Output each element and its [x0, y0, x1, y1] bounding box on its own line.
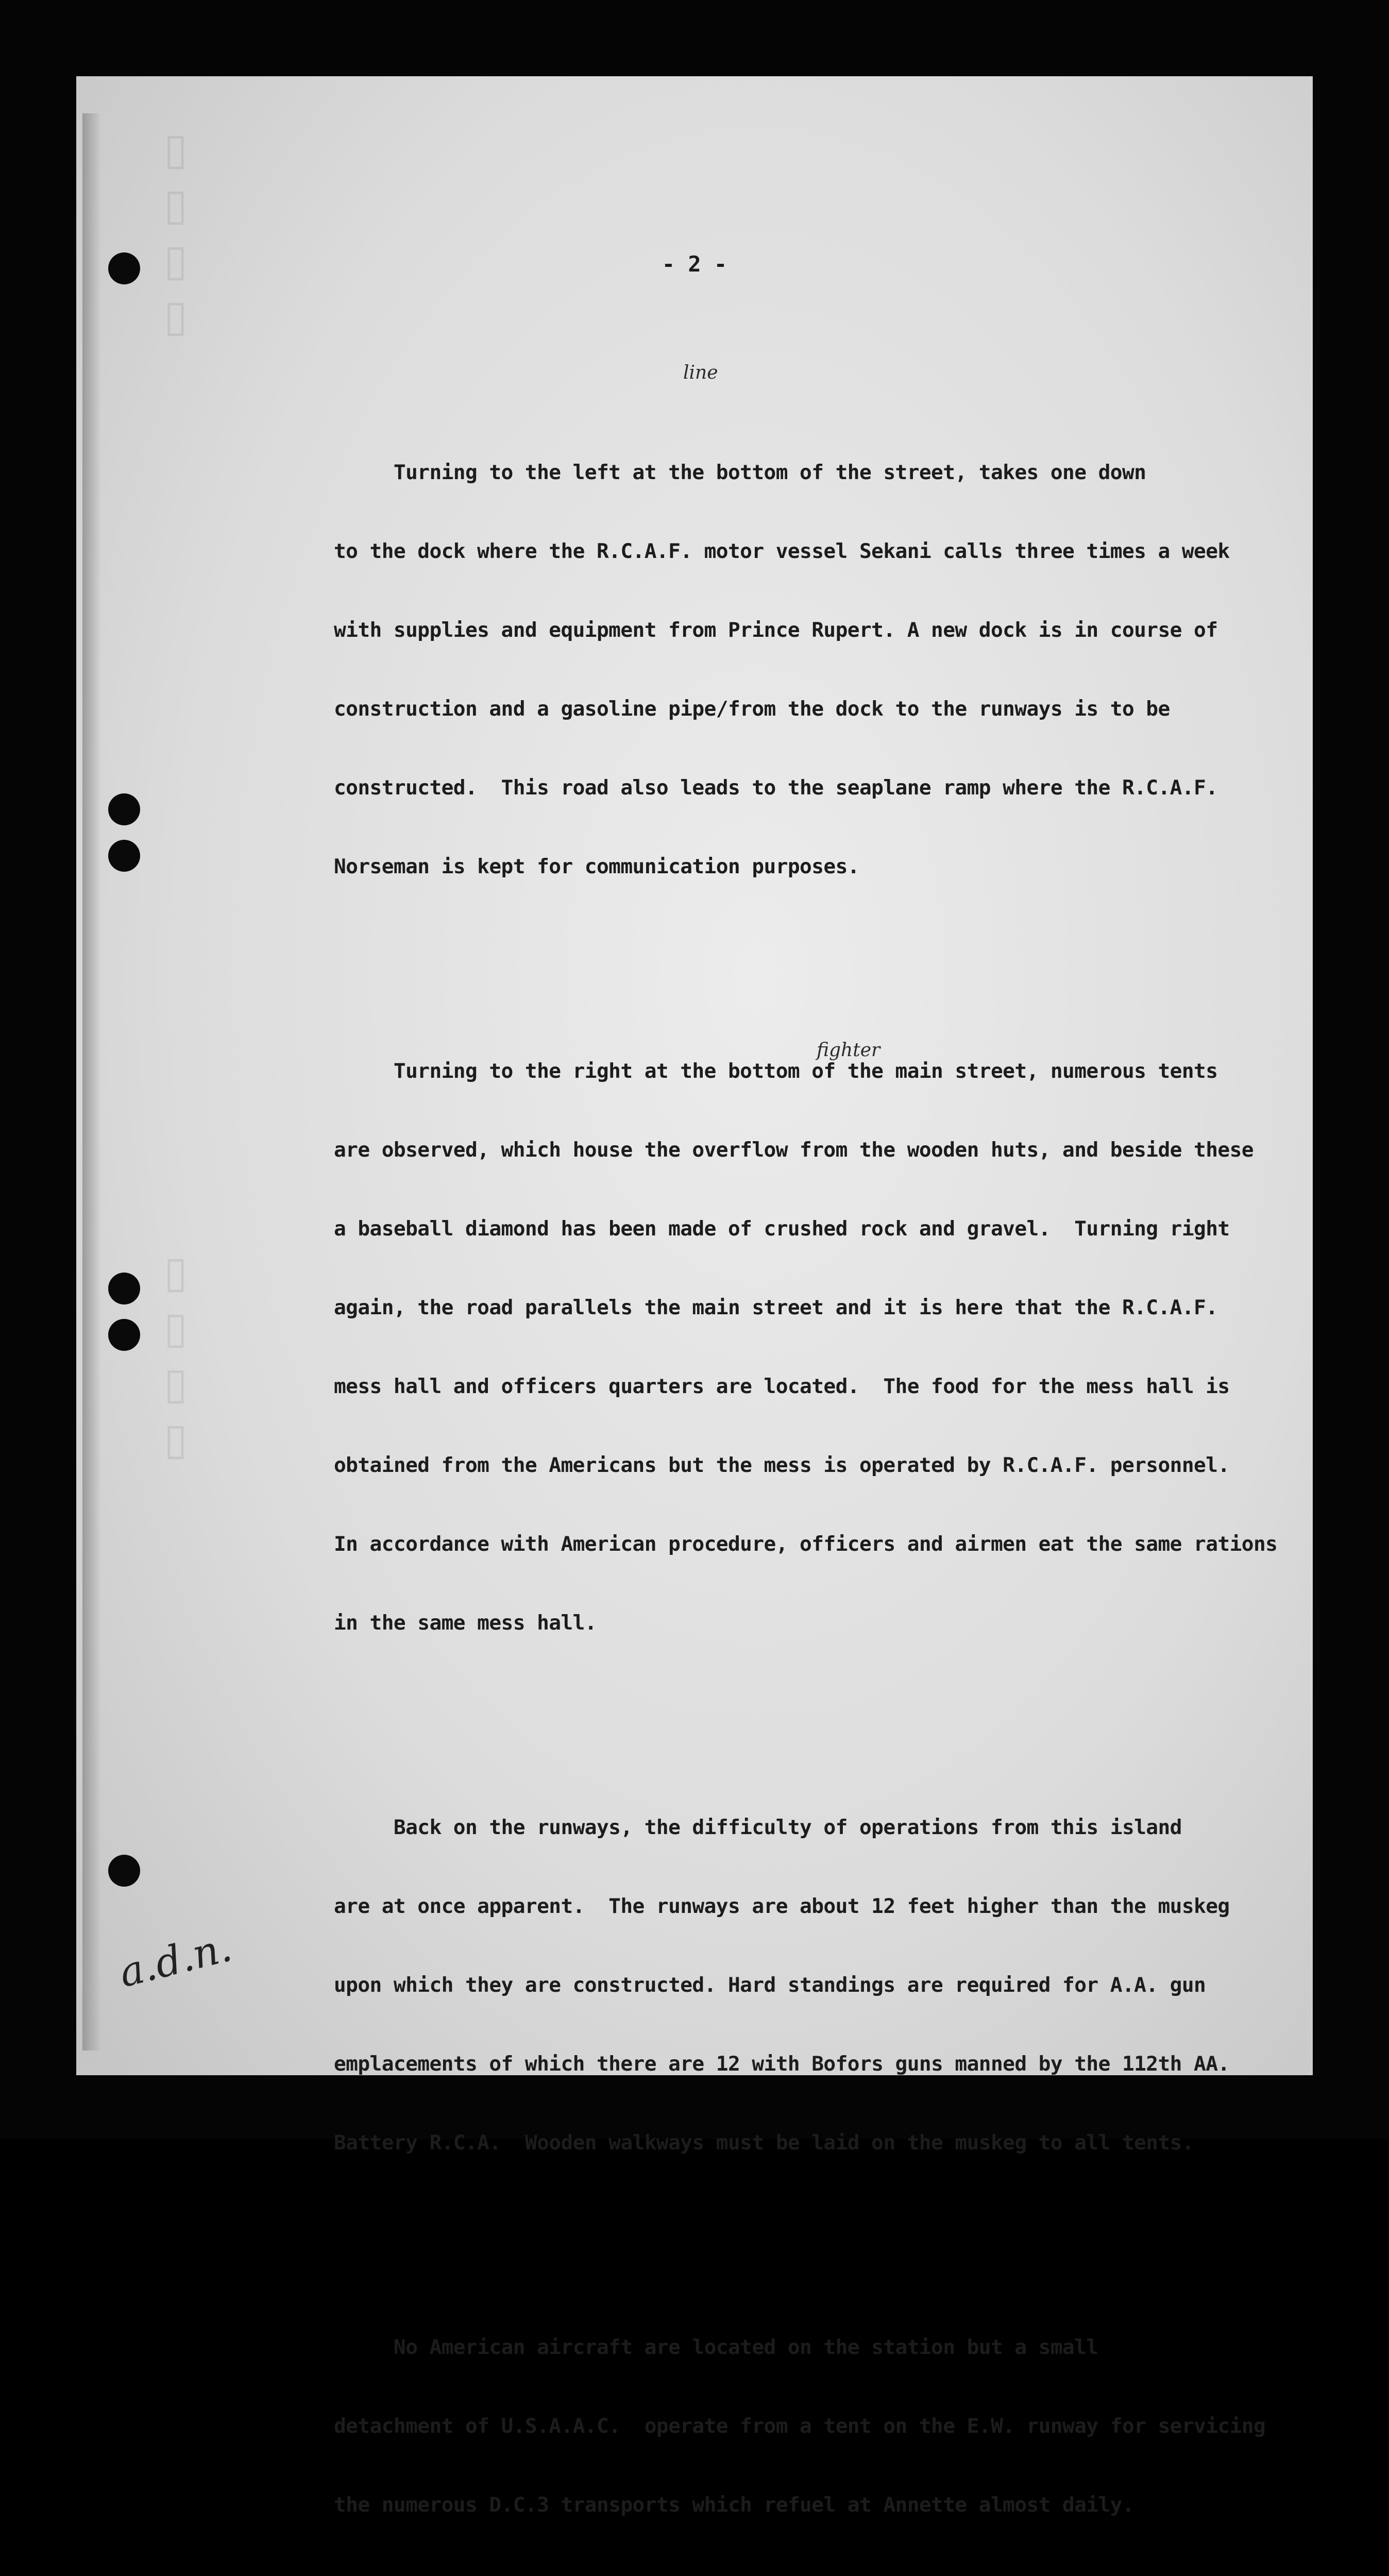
- handwritten-insert-fighter: fighter: [817, 1040, 880, 1061]
- line: Norseman is kept for communication purposes.: [334, 855, 859, 878]
- line: the numerous D.C.3 transports which refuel at Annette almost daily.: [334, 2493, 1134, 2517]
- faint-stamp-mark: ▯▯▯▯: [150, 1247, 201, 1469]
- punch-hole-icon: [108, 1273, 140, 1304]
- line: again, the road parallels the main street and it is here that the R.C.A.F.: [334, 1296, 1218, 1319]
- page-edge-shadow: [82, 113, 101, 2050]
- paragraph-1: [334, 407, 1389, 933]
- line: with supplies and equipment from Prince Rupert. A new dock is in course of: [334, 618, 1218, 642]
- document-page: [76, 76, 1313, 2517]
- line: a baseball diamond has been made of crushed rock and gravel. Turning right: [334, 1217, 1230, 1241]
- faint-stamp-mark: ▯▯▯▯: [150, 124, 201, 346]
- line: are observed, which house the overflow from the wooden huts, and beside these: [334, 1138, 1254, 1162]
- page-number: - 2 -: [662, 251, 727, 277]
- document-body: [334, 354, 1389, 2576]
- line: to the dock where the R.C.A.F. motor vessel Sekani calls three times a week: [334, 539, 1230, 563]
- line: construction and a gasoline pipe/from the dock to the runways is to be: [334, 697, 1170, 721]
- paragraph-2: [334, 1006, 1389, 1689]
- line: No American aircraft are located on the station but a small: [334, 2335, 1098, 2359]
- line: in the same mess hall.: [334, 1611, 597, 1635]
- line: upon which they are constructed. Hard standings are required for A.A. gun: [334, 1973, 1206, 1997]
- handwritten-initials: a.d.n.: [114, 1924, 236, 1997]
- line: Battery R.C.A. Wooden walkways must be laid on the muskeg to all tents.: [334, 2131, 1194, 2155]
- handwritten-insert-line: line: [683, 362, 718, 383]
- punch-hole-icon: [108, 1855, 140, 1887]
- line: emplacements of which there are 12 with Bofors guns manned by the 112th AA.: [334, 2052, 1230, 2076]
- line: Turning to the right at the bottom of the main street, numerous tents: [334, 1059, 1218, 1083]
- line: constructed. This road also leads to the seaplane ramp where the R.C.A.F.: [334, 776, 1218, 800]
- line: Back on the runways, the difficulty of operations from this island: [334, 1816, 1182, 1839]
- line: detachment of U.S.A.A.C. operate from a tent on the E.W. runway for servicing: [334, 2414, 1266, 2438]
- paragraph-4: [334, 2282, 1389, 2571]
- line: are at once apparent. The runways are about 12 feet higher than the muskeg: [334, 1894, 1230, 1918]
- line: obtained from the Americans but the mess is operated by R.C.A.F. personnel.: [334, 1453, 1230, 1477]
- line: mess hall and officers quarters are located. The food for the mess hall is: [334, 1375, 1230, 1398]
- punch-hole-icon: [108, 840, 140, 872]
- line: In accordance with American procedure, officers and airmen eat the same rations: [334, 1532, 1278, 1556]
- paragraph-3: [334, 1762, 1389, 2209]
- punch-hole-icon: [108, 1319, 140, 1351]
- line: Turning to the left at the bottom of the street, takes one down: [334, 461, 1146, 484]
- punch-hole-icon: [108, 793, 140, 825]
- punch-hole-icon: [108, 252, 140, 284]
